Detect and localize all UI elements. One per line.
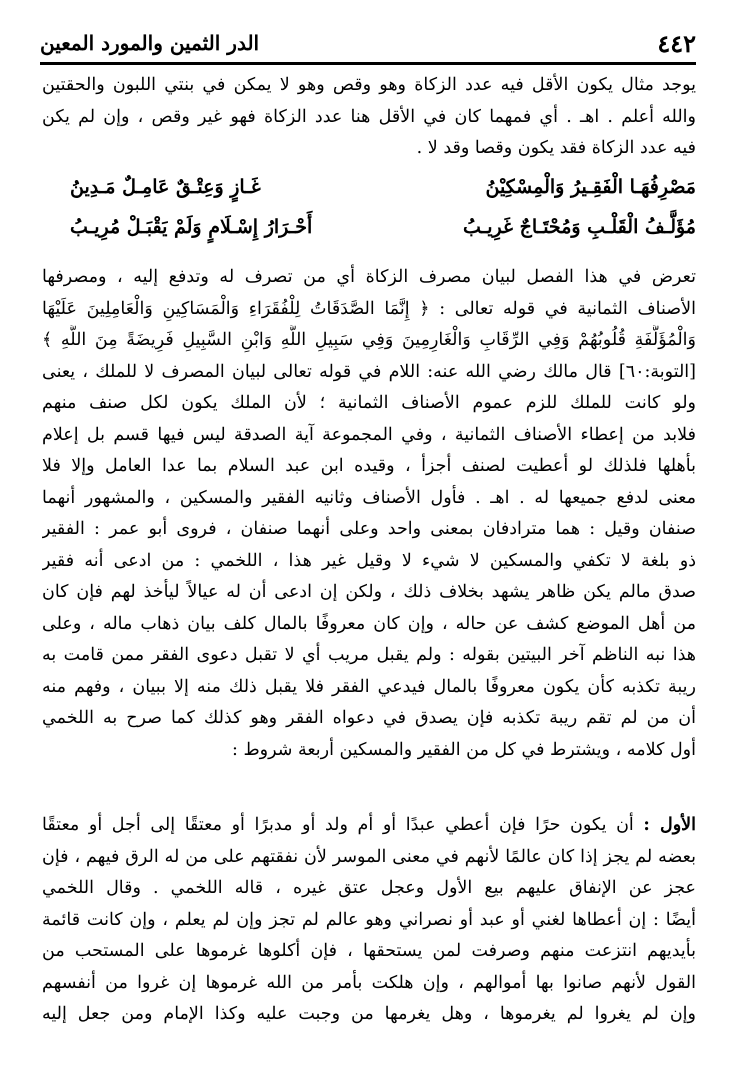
opening-paragraph xyxy=(42,70,696,165)
text-line: بأهلها فلذلك لو أعطيت لصنف أجزأ ، وقيده ابن عبد السلام بما عدا العامل وإلا فلا xyxy=(42,456,696,476)
verse-second-hemistich: أَحْـرَارُ إِسْـلَامٍ وَلَمْ يَقْبَـلْ مُرِيـبُ xyxy=(70,216,313,238)
text-line: أن من لم تقم ريبة تكذبه فإن يصدق في دعواه الفقر وهو كذلك كما صرح به اللخمي xyxy=(42,708,696,728)
text-line: من أهل الموضع كشف عن حاله ، وإن كان معروفًا بالمال كلف بيان ذهاب ماله ، وعلى xyxy=(42,613,696,634)
quran-verse-line: وَالْمُؤَلَّفَةِ قُلُوبُهُمْ وَفِي الرِّقَابِ وَالْغَارِمِينَ وَفِي سَبِيلِ اللَّهِ وَابْنِ السَّبِيلِ فَرِيضَةً مِنَ اللَّهِ ﴾ xyxy=(42,330,696,350)
verse-first-hemistich: مَصْرِفُهَـا الْفَقِـيرُ وَالْمِسْكِيْنُ xyxy=(485,176,696,198)
text-line: بأيديهم انتزعت منهم وصرفت لمن يستحقها ، فإن أكلوها غرموها على المستحب من xyxy=(42,941,696,961)
page-number: ٤٤٢ xyxy=(657,28,696,58)
verse-line-2 xyxy=(70,210,696,244)
text-line: معنى لدفع جميعها له . اهـ . فأول الأصناف وثانيه الفقير والمسكين ، والمشهور أنهما xyxy=(42,487,696,508)
book-title: الدر الثمين والمورد المعين xyxy=(40,31,260,55)
text-line: فيه عدد الزكاة فقد يكون وقصا وقد لا . xyxy=(416,138,696,158)
text-line: ذو بلغة لا تكفي والمسكين لا شيء لا وقيل غير هذا ، اللخمي : من ادعى أنه فقير xyxy=(42,550,696,571)
text-line: هذا نبه الناظم آخر البيتين بقوله : ولم يقبل مريب أي لا تقبل دعوى الفقر ممن قامت به xyxy=(42,645,696,665)
text-line: وإن لم يغروا لم يغرموها ، وهل يغرمها من وجبت عليه وكذا الإمام ومن جعل إليه xyxy=(42,1004,696,1024)
text-line: صدق مالم يكن ظاهر يشهد بخلاف ذلك ، ولكن إن ادعى أن له عيالاً ليأخذ لهم فإن كان xyxy=(42,582,696,602)
text-line: ريبة تكذبه كأن يكون معروفًا بالمال فيدعي الفقر فلا يقبل ذلك منه إلا ببيان ، وفهم منه xyxy=(42,676,696,697)
verse-first-hemistich: مُؤَلَّـفُ الْقَلْـبِ وَمُحْتَـاجٌ غَرِيـبُ xyxy=(463,216,696,238)
text-line: أول كلامه ، ويشترط في كل من الفقير والمسكين أربعة شروط : xyxy=(231,739,696,760)
text-line: صنفان وقيل : هما مترادفان بمعنى واحد وعلى أنهما صنفان ، فروى أبو عمر : الفقير xyxy=(42,519,696,539)
text-line: تعرض في هذا الفصل لبيان مصرف الزكاة أي من تصرف له وتدفع إليه ، ومصرفها xyxy=(42,267,696,287)
quran-verse-line: الأصناف الثمانية في قوله تعالى : ﴿ إِنَّمَا الصَّدَقَاتُ لِلْفُقَرَاءِ وَالْمَسَاكِينِ وَالْعَامِلِينَ عَلَيْهَا xyxy=(42,298,696,319)
verse-second-hemistich: غَـازٍ وَعِتْـقٌ عَامِـلٌ مَـدِينُ xyxy=(70,176,261,198)
commentary-paragraph xyxy=(42,262,696,766)
text-line: أيضًا : إن أعطاها لغني أو عبد أو نصراني وهو عالم لم تجز وإن لم يعلم ، وإن كانت قائمة xyxy=(42,909,696,930)
condition-label: الأول : xyxy=(643,815,696,835)
text-line: القول لأنهم صانوا بها أموالهم ، وإن هلكت بأمر من الله غرموها إن غروا من أنفسهم xyxy=(42,972,696,993)
text-line xyxy=(42,810,696,842)
text-line: [التوبة:٦٠] قال مالك رضي الله عنه: اللام في قوله تعالى لبيان المصرف لا للملك ، يعنى xyxy=(42,361,696,382)
text-line: ولو كانت للملك للزم عموم الأصناف الثمانية ؛ لأن الملك يكون لكل صنف منهم xyxy=(42,393,696,413)
page-header xyxy=(40,24,696,65)
text-line: بعضه لم يجز إذا كان عالمًا لأنهم في معنى الموسر لأن نفقتهم على من له الرق فيهم ، فإن xyxy=(42,846,696,867)
verse-line-1 xyxy=(70,170,696,204)
first-condition-paragraph xyxy=(42,810,696,1031)
condition-text: أن يكون حرًا فإن أعطي عبدًا أو أم ولد أو مدبرًا أو معتقًا إلى أجل أو معتقًا xyxy=(42,815,634,835)
text-line: والله أعلم . اهـ . أي فمهما كان في الأقل هنا عدد الزكاة فهو غير وقص ، وإن لم يكن xyxy=(42,106,696,127)
text-line: عجز عن الإنفاق عليهم بيع الأول وعجل عتق غيره ، قاله اللخمي . وقال اللخمي xyxy=(42,878,696,898)
text-line: يوجد مثال يكون الأقل فيه عدد الزكاة وهو وقص وهو لا يمكن في بنتي اللبون والحقتين xyxy=(42,75,696,95)
text-line: فلابد من إعطاء الأصناف الثمانية ، وفي المجموعة آية الصدقة ليس فيها قسم بل إعلام xyxy=(42,424,696,445)
